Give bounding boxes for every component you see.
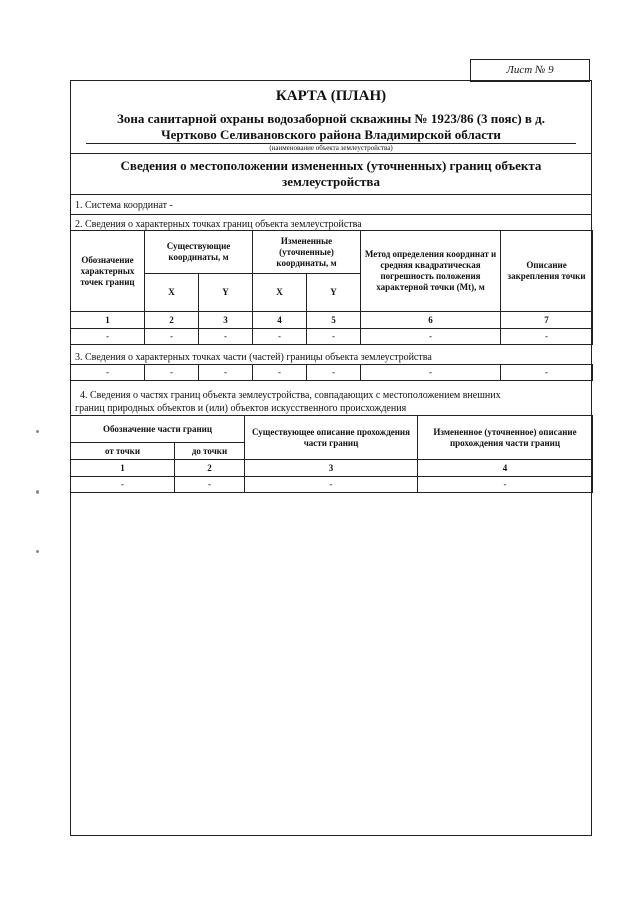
col-num: 3 bbox=[199, 312, 253, 329]
object-name-line1: Зона санитарной охраны водозаборной скважины № 1923/86 (3 пояс) в д. bbox=[116, 111, 546, 126]
section-title-line2: землеустройства bbox=[282, 174, 380, 189]
table-cell: - bbox=[199, 365, 253, 381]
table-cell: - bbox=[418, 477, 593, 493]
column-numbers-row bbox=[71, 460, 593, 477]
table-cell: - bbox=[245, 477, 418, 493]
table-row bbox=[71, 329, 593, 345]
section-title-line1: Сведения о местоположении измененных (уточненных) границ объекта bbox=[120, 158, 542, 173]
column-numbers-row bbox=[71, 312, 593, 329]
page-title: КАРТА (ПЛАН) bbox=[275, 88, 387, 104]
header-changed-coords: Измененные (уточненные) координаты, м bbox=[253, 231, 361, 274]
section-divider bbox=[71, 194, 591, 195]
header-from-point: от точки bbox=[71, 443, 175, 460]
section4-title-line1: 4. Сведения о частях границ объекта землеустройства, совпадающих с местоположением внешних bbox=[80, 390, 501, 401]
table-row bbox=[71, 477, 593, 493]
header-x-existing: X bbox=[145, 274, 199, 312]
col-num: 2 bbox=[175, 460, 245, 477]
table-cell: - bbox=[307, 329, 361, 345]
section3-title: 3. Сведения о характерных точках части (частей) границы объекта землеустройства bbox=[75, 352, 432, 363]
table-cell: - bbox=[307, 365, 361, 381]
table-cell: - bbox=[145, 365, 199, 381]
scan-mark bbox=[36, 490, 39, 494]
col-num: 6 bbox=[361, 312, 501, 329]
section4-title-line2: границ природных объектов и (или) объектов искусственного происхождения bbox=[75, 403, 407, 414]
scan-mark bbox=[36, 430, 39, 433]
table-cell: - bbox=[175, 477, 245, 493]
header-description: Описание закрепления точки bbox=[501, 231, 593, 312]
table-cell: - bbox=[501, 329, 593, 345]
col-num: 7 bbox=[501, 312, 593, 329]
coord-system-label: 1. Система координат - bbox=[75, 200, 173, 211]
parts-points-table bbox=[70, 364, 593, 381]
col-num: 5 bbox=[307, 312, 361, 329]
object-name-line2: Чертково Селивановского района Владимирской области bbox=[161, 127, 501, 142]
col-num: 2 bbox=[145, 312, 199, 329]
header-border-parts: Обозначение части границ bbox=[71, 416, 245, 443]
table-cell: - bbox=[71, 477, 175, 493]
col-num: 4 bbox=[418, 460, 593, 477]
table-cell: - bbox=[361, 365, 501, 381]
header-method: Метод определения координат и средняя квадратическая погрешность положения характерной точки (Mt), м bbox=[361, 231, 501, 312]
header-changed-description: Измененное (уточненное) описание прохождения части границ bbox=[418, 416, 593, 460]
header-existing-description: Существующее описание прохождения части границ bbox=[245, 416, 418, 460]
header-to-point: до точки bbox=[175, 443, 245, 460]
table-cell: - bbox=[361, 329, 501, 345]
border-parts-table bbox=[70, 415, 593, 493]
header-x-changed: X bbox=[253, 274, 307, 312]
table-cell: - bbox=[501, 365, 593, 381]
col-num: 3 bbox=[245, 460, 418, 477]
sheet-label-box bbox=[470, 59, 590, 82]
table-cell: - bbox=[199, 329, 253, 345]
header-y-existing: Y bbox=[199, 274, 253, 312]
scan-mark bbox=[36, 550, 39, 553]
col-num: 1 bbox=[71, 460, 175, 477]
section2-title: 2. Сведения о характерных точках границ объекта землеустройства bbox=[75, 219, 362, 230]
sheet-label: Лист № 9 bbox=[506, 64, 554, 76]
table-cell: - bbox=[145, 329, 199, 345]
header-divider bbox=[71, 153, 591, 154]
col-num: 1 bbox=[71, 312, 145, 329]
coord-divider bbox=[71, 214, 591, 215]
points-table bbox=[70, 230, 593, 345]
table-cell: - bbox=[71, 329, 145, 345]
header-existing-coords: Существующие координаты, м bbox=[145, 231, 253, 274]
table-cell: - bbox=[71, 365, 145, 381]
col-num: 4 bbox=[253, 312, 307, 329]
object-caption: (наименование объекта землеустройства) bbox=[269, 144, 393, 152]
header-designation: Обозначение характерных точек границ bbox=[71, 231, 145, 312]
table-cell: - bbox=[253, 329, 307, 345]
table-cell: - bbox=[253, 365, 307, 381]
header-y-changed: Y bbox=[307, 274, 361, 312]
table-row bbox=[71, 365, 593, 381]
